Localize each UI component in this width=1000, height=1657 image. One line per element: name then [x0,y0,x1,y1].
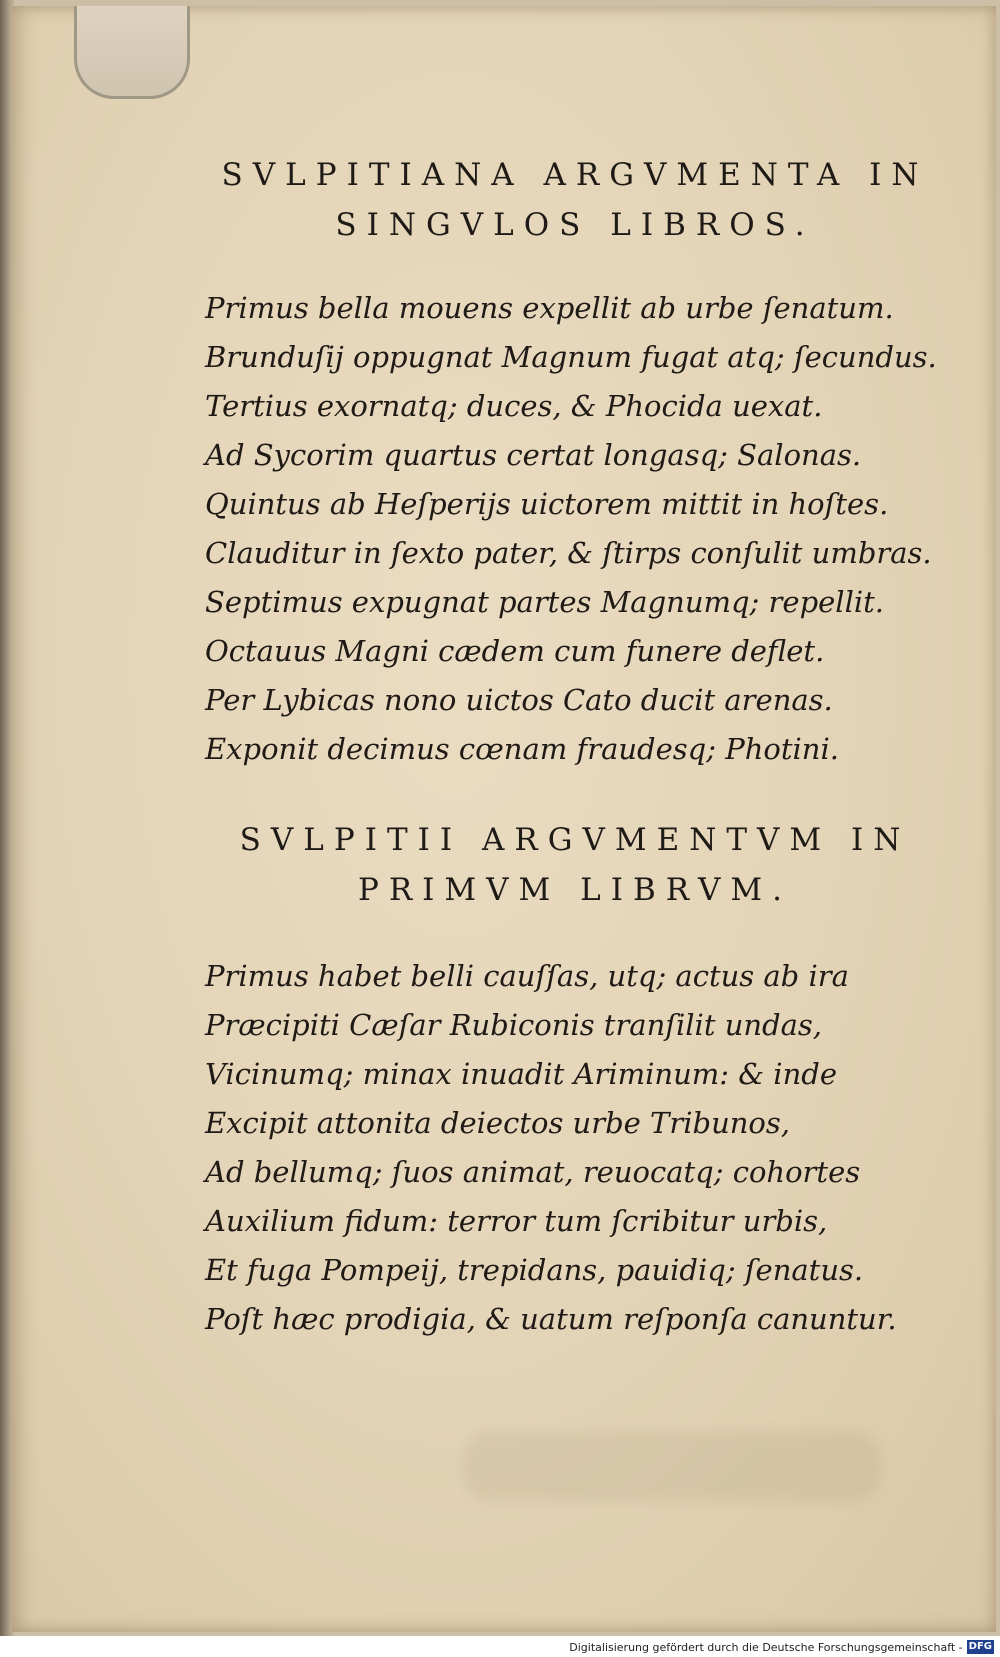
verse-line: Clauditur in ſexto pater, & ſtirps conſulit umbras. [205,536,932,570]
verse-line: Septimus expugnat partes Magnumq; repellit. [205,585,884,619]
verse-line: Auxilium fidum: terror tum ſcribitur urbis, [205,1204,828,1238]
verse-line: Octauus Magni cædem cum funere deflet. [205,634,825,668]
verse-line: Excipit attonita deiectos urbe Tribunos, [205,1106,790,1140]
heading-argumentum-line2: PRIMVM LIBRVM. [357,872,792,908]
footer-bar [0,1636,1000,1657]
paper-stain [462,1431,882,1501]
funding-credit: Digitalisierung gefördert durch die Deutsche Forschungsgemeinschaft - [569,1640,963,1654]
verse-list-argumentum [205,952,897,1344]
heading-argumentum [180,815,970,915]
verse-line: Præcipiti Cæſar Rubiconis tranſilit undas, [205,1008,823,1042]
verse-line: Brunduſij oppugnat Magnum fugat atq; ſecundus. [205,340,937,374]
heading-argumenta [180,150,970,250]
verse-line: Ad bellumq; ſuos animat, reuocatq; cohortes [205,1155,861,1189]
verse-line: Poſt hæc prodigia, & uatum reſponſa canuntur. [205,1302,897,1336]
verse-line: Vicinumq; minax inuadit Ariminum: & inde [205,1057,837,1091]
heading-argumenta-line1: SVLPITIANA ARGVMENTA IN [221,157,929,193]
verse-line: Ad Sycorim quartus certat longasq; Salonas. [205,438,862,472]
heading-argumentum-line1: SVLPITII ARGVMENTVM IN [239,822,911,858]
verse-list-argumenta [205,284,937,774]
verse-line: Exponit decimus cœnam fraudesq; Photini. [205,732,839,766]
heading-argumenta-line2: SINGVLOS LIBROS. [335,207,815,243]
page-clip [74,6,190,99]
dfg-logo: DFG [968,1641,992,1652]
verse-line: Primus bella mouens expellit ab urbe ſenatum. [205,291,894,325]
verse-line: Per Lybicas nono uictos Cato ducit arenas. [205,683,833,717]
verse-line: Tertius exornatq; duces, & Phocida uexat. [205,389,823,423]
verse-line: Quintus ab Heſperijs uictorem mittit in hoſtes. [205,487,889,521]
verse-line: Primus habet belli cauſſas, utq; actus ab ira [205,959,849,993]
verse-line: Et fuga Pompeij, trepidans, pauidiq; ſenatus. [205,1253,864,1287]
